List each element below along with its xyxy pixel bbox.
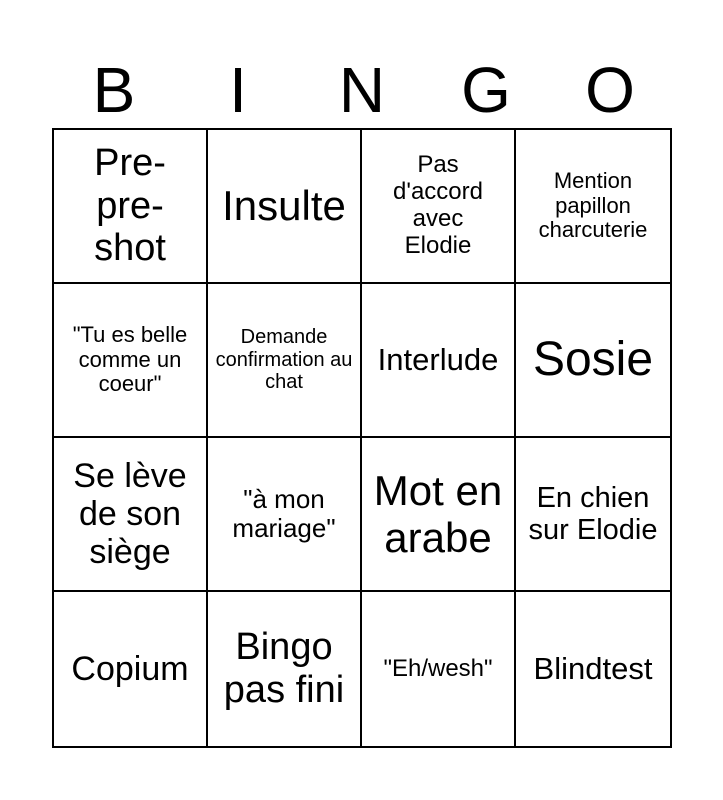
header-letter-g: G xyxy=(461,54,511,126)
cell-text: Sosie xyxy=(532,333,654,387)
header-letter-o: O xyxy=(585,54,635,126)
cell-text: Insulte xyxy=(222,182,346,230)
cell-text: "Eh/wesh" xyxy=(383,654,493,682)
header-letter-n: N xyxy=(338,54,386,126)
bingo-card xyxy=(52,128,672,748)
header-letter-b: B xyxy=(92,54,136,126)
cell-text: Bingo pas fini xyxy=(223,626,345,711)
bingo-cell[interactable] xyxy=(54,130,208,284)
cell-text: Pre-pre-shot xyxy=(94,142,166,270)
bingo-cell[interactable] xyxy=(208,438,362,592)
bingo-cell[interactable] xyxy=(54,592,208,746)
cell-text: Demande confirmation au chat xyxy=(215,326,353,394)
cell-text: "Tu es belle comme un coeur" xyxy=(72,322,188,397)
cell-text: Mention papillon charcuterie xyxy=(538,168,648,243)
cell-text: "à mon mariage" xyxy=(232,483,336,543)
cell-text: Interlude xyxy=(377,341,499,377)
bingo-cell[interactable] xyxy=(54,284,208,438)
bingo-cell[interactable] xyxy=(208,130,362,284)
cell-text: Pas d'accord avec Elodie xyxy=(393,151,483,259)
bingo-cell[interactable] xyxy=(516,592,670,746)
bingo-cell[interactable] xyxy=(516,130,670,284)
bingo-cell[interactable] xyxy=(362,438,516,592)
bingo-cell[interactable] xyxy=(516,438,670,592)
bingo-header xyxy=(52,52,672,128)
bingo-cell[interactable] xyxy=(516,284,670,438)
bingo-cell[interactable] xyxy=(362,592,516,746)
header-letter-i: I xyxy=(229,54,247,126)
bingo-cell[interactable] xyxy=(208,284,362,438)
cell-text: En chien sur Elodie xyxy=(528,481,658,546)
cell-text: Se lève de son siège xyxy=(73,456,187,572)
bingo-cell[interactable] xyxy=(208,592,362,746)
cell-text: Copium xyxy=(71,649,189,688)
cell-text: Blindtest xyxy=(533,650,653,686)
bingo-cell[interactable] xyxy=(362,130,516,284)
cell-text: Mot en arabe xyxy=(373,466,503,561)
bingo-cell[interactable] xyxy=(362,284,516,438)
bingo-cell[interactable] xyxy=(54,438,208,592)
